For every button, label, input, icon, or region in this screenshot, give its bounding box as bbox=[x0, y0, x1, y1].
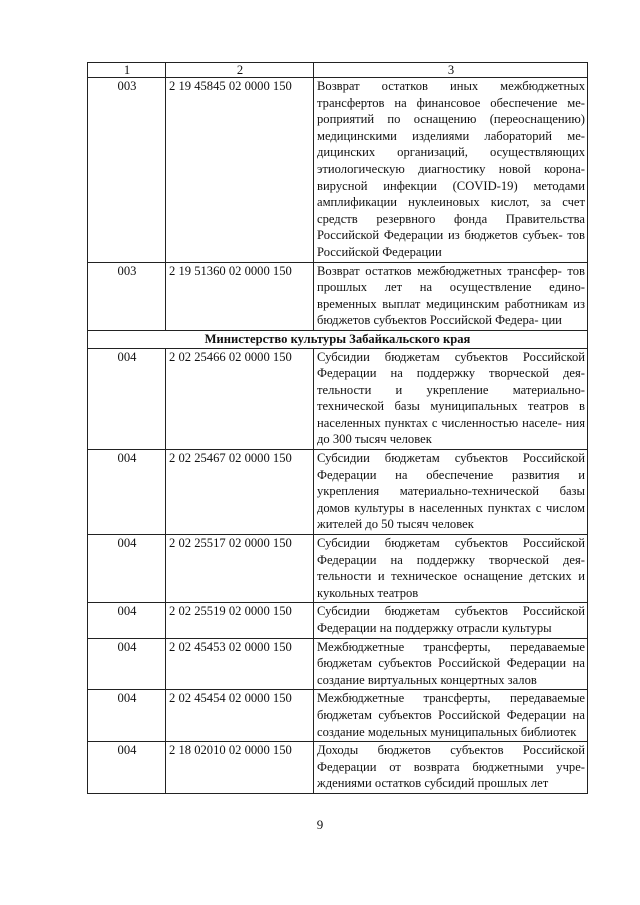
administrator-code-cell: 004 bbox=[88, 450, 166, 535]
description-line: дицинских организаций, осуществляющих bbox=[317, 145, 585, 160]
description-line: трансфертов на финансовое обеспечение ме- bbox=[317, 95, 585, 110]
revenue-code-cell: 2 02 25466 02 0000 150 bbox=[166, 348, 314, 450]
description-line: на создание виртуальных концертных залов bbox=[317, 656, 585, 687]
description-line: Субсидии бюджетам субъектов Российской bbox=[317, 536, 585, 551]
description-line: Доходы бюджетов субъектов Российской bbox=[317, 743, 585, 758]
description-line: на создание модельных муниципальных bbox=[317, 707, 585, 739]
revenue-code-cell: 2 18 02010 02 0000 150 bbox=[166, 742, 314, 794]
description-line: тельности и укрепление материально- bbox=[317, 382, 585, 397]
page-number: 9 bbox=[316, 817, 324, 832]
table-row bbox=[88, 450, 588, 535]
table-header bbox=[88, 63, 588, 78]
description-line: Федерации на обеспечение развития и bbox=[317, 467, 585, 482]
revenue-code-cell: 2 02 45454 02 0000 150 bbox=[166, 690, 314, 742]
description-line: Федерации на поддержку творческой дея- bbox=[317, 366, 585, 381]
table-row bbox=[88, 638, 588, 690]
administrator-code-cell: 004 bbox=[88, 348, 166, 450]
revenue-code-cell: 2 02 25517 02 0000 150 bbox=[166, 535, 314, 603]
administrator-code-cell: 004 bbox=[88, 638, 166, 690]
description-line: тов Российской Федерации bbox=[317, 228, 585, 259]
description-line: амплификации нуклеиновых кислот, за счет bbox=[317, 195, 585, 210]
description-line: ции bbox=[541, 313, 562, 328]
description-cell bbox=[314, 638, 588, 690]
table-row bbox=[88, 690, 588, 742]
description-line: домов культуры в населенных пунктах с bbox=[317, 500, 542, 515]
description-line: медицинскими изделиями лабораторий ме- bbox=[317, 128, 585, 143]
table-row bbox=[88, 262, 588, 330]
description-line: тельности и техническое оснащение детских bbox=[317, 569, 572, 584]
column-header-1: 1 bbox=[88, 63, 166, 78]
description-line: бюджетам субъектов Российской Федерации bbox=[317, 707, 567, 722]
description-cell bbox=[314, 603, 588, 638]
administrator-code-cell: 004 bbox=[88, 535, 166, 603]
description-line: временных выплат медицинским работникам bbox=[317, 296, 568, 311]
description-cell bbox=[314, 78, 588, 263]
description-cell bbox=[314, 690, 588, 742]
description-line: библиотек bbox=[520, 724, 577, 739]
description-line: населенных пунктах с численностью населе- bbox=[317, 415, 562, 430]
description-line: средств резервного фонда Правительства bbox=[317, 211, 585, 226]
description-line: ждениями остатков субсидий прошлых лет bbox=[317, 776, 549, 791]
description-line: бюджетам субъектов Российской Федерации bbox=[317, 656, 567, 671]
header-row bbox=[88, 63, 588, 78]
section-header-row bbox=[88, 330, 588, 348]
description-line: из бюджетов субъектов Российской Федера- bbox=[317, 296, 585, 328]
description-line: Возврат остатков иных межбюджетных bbox=[317, 79, 585, 93]
description-cell bbox=[314, 262, 588, 330]
description-line: и кукольных театров bbox=[317, 569, 585, 600]
table-row bbox=[88, 78, 588, 263]
description-line: Субсидии бюджетам субъектов Российской bbox=[317, 349, 585, 364]
revenue-code-cell: 2 19 51360 02 0000 150 bbox=[166, 262, 314, 330]
administrator-code-cell: 003 bbox=[88, 78, 166, 263]
description-line: Возврат остатков межбюджетных трансфер- bbox=[317, 263, 562, 278]
table-body bbox=[88, 78, 588, 794]
description-line: вирусной инфекции (COVID-19) методами bbox=[317, 178, 585, 193]
description-line: Субсидии бюджетам субъектов Российской bbox=[317, 451, 585, 466]
description-line: укрепления материально-технической базы bbox=[317, 484, 585, 499]
description-line: Субсидии бюджетам субъектов Российской bbox=[317, 604, 585, 619]
table-row bbox=[88, 603, 588, 638]
description-line: ния до 300 тысяч человек bbox=[317, 415, 585, 447]
section-title: Министерство культуры Забайкальского края bbox=[88, 330, 588, 348]
table-row bbox=[88, 742, 588, 794]
table-row bbox=[88, 535, 588, 603]
column-header-2: 2 bbox=[166, 63, 314, 78]
description-line: Межбюджетные трансферты, передаваемые bbox=[317, 639, 585, 654]
administrator-code-cell: 003 bbox=[88, 262, 166, 330]
description-line: Федерации на поддержку отрасли культуры bbox=[317, 621, 552, 635]
revenue-code-cell: 2 02 25467 02 0000 150 bbox=[166, 450, 314, 535]
administrator-code-cell: 004 bbox=[88, 603, 166, 638]
description-line: Федерации на поддержку творческой дея- bbox=[317, 552, 585, 567]
administrator-code-cell: 004 bbox=[88, 742, 166, 794]
table-row bbox=[88, 348, 588, 450]
revenue-code-cell: 2 02 25519 02 0000 150 bbox=[166, 603, 314, 638]
description-line: тов прошлых лет на осуществление едино- bbox=[317, 263, 585, 295]
description-cell bbox=[314, 450, 588, 535]
description-cell bbox=[314, 348, 588, 450]
revenue-code-cell: 2 02 45453 02 0000 150 bbox=[166, 638, 314, 690]
revenue-code-cell: 2 19 45845 02 0000 150 bbox=[166, 78, 314, 263]
description-line: Российской Федерации из бюджетов субъек- bbox=[317, 228, 563, 243]
description-line: этиологическую диагностику новой корона- bbox=[317, 161, 585, 176]
description-cell bbox=[314, 535, 588, 603]
description-line: технической базы муниципальных театров в bbox=[317, 399, 585, 414]
description-line: роприятий по оснащению (переоснащению) bbox=[317, 112, 585, 127]
description-line: Федерации от возврата бюджетными учре- bbox=[317, 759, 585, 774]
description-line: Межбюджетные трансферты, передаваемые bbox=[317, 691, 585, 706]
description-line: числом жителей до 50 тысяч человек bbox=[317, 500, 585, 532]
description-cell bbox=[314, 742, 588, 794]
administrator-code-cell: 004 bbox=[88, 690, 166, 742]
column-header-3: 3 bbox=[314, 63, 588, 78]
budget-classification-table bbox=[87, 62, 588, 794]
